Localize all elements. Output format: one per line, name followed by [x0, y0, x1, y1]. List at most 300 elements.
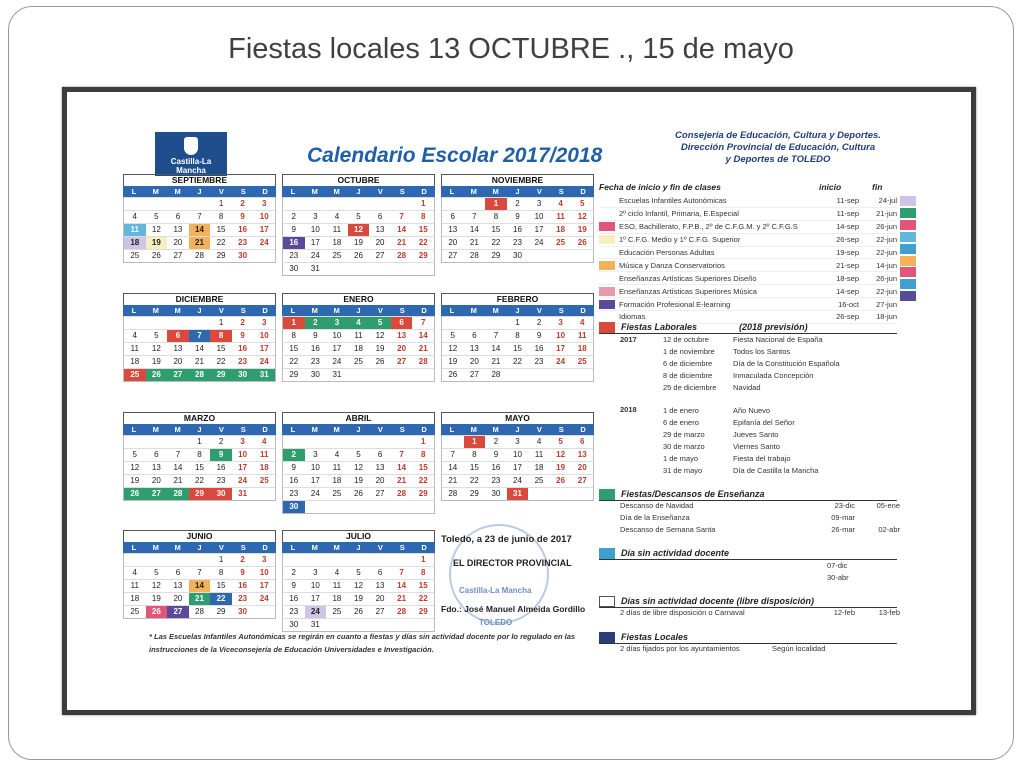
day-cell: 17: [253, 342, 275, 355]
weekday-label: S: [399, 425, 405, 434]
weekday-label: L: [290, 187, 296, 196]
legend-label: Escuelas Infantiles Autonómicas: [619, 196, 727, 206]
day-cell: 7: [167, 448, 189, 461]
weekday-label: L: [131, 306, 137, 315]
month-name: JULIO: [282, 530, 435, 542]
descanso-end: [855, 512, 900, 524]
day-cell: 14: [167, 461, 189, 474]
holiday-row: [663, 370, 840, 382]
day-cell: 5: [571, 197, 593, 210]
day-cell: 5: [348, 448, 370, 461]
legend-fin: 26-jun: [876, 222, 897, 232]
legend-swatch: [599, 248, 615, 257]
day-cell: 28: [167, 487, 189, 500]
legend-fin: 24-jul: [878, 196, 897, 206]
weekday-label: S: [240, 187, 246, 196]
day-cell: 24: [305, 605, 327, 618]
day-cell: 3: [507, 435, 529, 448]
descanso-row: [620, 524, 900, 536]
day-cell: 22: [412, 592, 434, 605]
day-cell: 18: [326, 592, 348, 605]
day-grid: [123, 553, 276, 619]
day-cell: 19: [442, 355, 464, 368]
weekday-header: [282, 305, 435, 316]
day-cell: 23: [232, 236, 254, 249]
day-cell: 16: [528, 342, 550, 355]
holiday-name: Epifanía del Señor: [733, 418, 795, 427]
day-cell: 10: [253, 329, 275, 342]
day-cell: [369, 262, 391, 275]
day-cell: [124, 316, 146, 329]
month-julio: [282, 530, 435, 632]
month-octubre: [282, 174, 435, 276]
day-cell: 7: [189, 210, 211, 223]
day-cell: 30: [305, 368, 327, 381]
legend-swatch: [599, 222, 615, 231]
footnote: * Las Escuelas Infantiles Autonómicas se regirán en cuanto a fiestas y días sin actividad docente por lo regulado en las instrucciones de la Viceconsejería de Educación Universidades e Investigación.: [149, 632, 576, 654]
day-cell: 16: [283, 236, 305, 249]
day-cell: 5: [348, 566, 370, 579]
day-cell: 13: [167, 223, 189, 236]
weekday-label: M: [311, 425, 318, 434]
day-cell: 26: [348, 249, 370, 262]
fiestas-laborales-heading: Fiestas Laborales (2018 previsión): [599, 321, 897, 334]
weekday-label: D: [580, 425, 586, 434]
navy-swatch: [599, 632, 615, 643]
day-cell: [369, 435, 391, 448]
year-2018: 2018: [620, 405, 637, 414]
day-cell: 13: [167, 579, 189, 592]
month-septiembre: [123, 174, 276, 263]
day-cell: [528, 487, 550, 500]
day-cell: 27: [391, 355, 413, 368]
day-cell: [550, 249, 572, 262]
day-cell: 11: [528, 448, 550, 461]
holiday-row: [663, 405, 818, 417]
day-cell: [571, 487, 593, 500]
day-cell: 29: [189, 487, 211, 500]
day-cell: [253, 487, 275, 500]
day-cell: 19: [348, 592, 370, 605]
day-cell: 22: [283, 355, 305, 368]
day-cell: 7: [189, 566, 211, 579]
day-cell: 7: [464, 210, 486, 223]
day-cell: 1: [189, 435, 211, 448]
day-cell: 21: [189, 236, 211, 249]
legend-col-inicio: inicio: [819, 182, 842, 192]
day-cell: [283, 553, 305, 566]
month-name: DICIEMBRE: [123, 293, 276, 305]
day-cell: 10: [528, 210, 550, 223]
day-cell: 21: [485, 355, 507, 368]
day-cell: 30: [485, 487, 507, 500]
day-cell: 1: [412, 197, 434, 210]
legend-row: [599, 247, 897, 260]
day-cell: 23: [232, 355, 254, 368]
day-cell: 7: [442, 448, 464, 461]
weekday-label: M: [311, 543, 318, 552]
weekday-label: S: [399, 543, 405, 552]
legend-inicio: 18-sep: [836, 273, 859, 283]
day-cell: [348, 197, 370, 210]
weekday-label: M: [333, 543, 340, 552]
holiday-row: [663, 429, 818, 441]
day-cell: 1: [507, 316, 529, 329]
day-cell: 26: [369, 355, 391, 368]
holiday-date: 30 de marzo: [663, 442, 705, 451]
day-cell: 22: [507, 355, 529, 368]
weekday-header: [123, 186, 276, 197]
month-name: ENERO: [282, 293, 435, 305]
legend-fin: 22-jun: [876, 235, 897, 245]
day-cell: 25: [326, 605, 348, 618]
day-cell: 6: [391, 316, 413, 329]
weekday-label: S: [558, 425, 564, 434]
day-cell: 2: [232, 316, 254, 329]
day-cell: 14: [464, 223, 486, 236]
day-cell: 16: [507, 223, 529, 236]
weekday-label: L: [449, 425, 455, 434]
holiday-date: 1 de mayo: [663, 454, 699, 463]
holiday-name: Año Nuevo: [733, 406, 771, 415]
day-cell: 27: [369, 487, 391, 500]
day-cell: 4: [571, 316, 593, 329]
legend-row: [599, 221, 897, 234]
legend-end-swatch: [900, 208, 916, 218]
day-cell: 25: [326, 249, 348, 262]
day-cell: 24: [326, 355, 348, 368]
day-cell: 21: [167, 474, 189, 487]
day-cell: 6: [442, 210, 464, 223]
weekday-header: [282, 186, 435, 197]
day-cell: 11: [326, 579, 348, 592]
day-cell: 6: [146, 448, 168, 461]
weekday-label: D: [262, 306, 268, 315]
day-cell: 15: [189, 461, 211, 474]
legend-swatch: [599, 209, 615, 218]
descanso-label: Descanso de Navidad: [620, 501, 694, 510]
day-cell: 8: [412, 448, 434, 461]
weekday-label: J: [197, 543, 202, 552]
legend-end-swatch: [900, 279, 916, 289]
day-cell: [305, 197, 327, 210]
day-cell: 9: [485, 448, 507, 461]
weekday-label: L: [290, 425, 296, 434]
stamp-city: TOLEDO: [479, 618, 513, 627]
day-cell: 21: [189, 592, 211, 605]
day-cell: [442, 316, 464, 329]
day-cell: 6: [571, 435, 593, 448]
legend-label: 1º C.F.G. Medio y 1º C.F.G. Superior: [619, 235, 741, 245]
descanso-start: 09-mar: [831, 513, 855, 522]
holiday-name: Jueves Santo: [733, 430, 779, 439]
holiday-name: Todos los Santos: [733, 347, 791, 356]
day-cell: 24: [253, 236, 275, 249]
day-cell: 19: [348, 474, 370, 487]
day-grid: [123, 197, 276, 263]
consejeria-header: Consejería de Educación, Cultura y Deportes. Dirección Provincial de Educación, Cultura y Deportes de TOLEDO: [675, 130, 881, 165]
weekday-label: M: [311, 306, 318, 315]
sin-actividad-dates: 07-dic 30-abr: [827, 561, 849, 582]
legend-inicio: 11-sep: [836, 209, 859, 219]
holiday-name: Fiesta Nacional de España: [733, 335, 823, 344]
legend-fin: 22-jun: [876, 248, 897, 257]
descanso-end: 05-ene: [876, 501, 900, 510]
weekday-label: L: [290, 306, 296, 315]
day-cell: 13: [167, 342, 189, 355]
descanso-row: [620, 512, 900, 524]
day-cell: 15: [283, 342, 305, 355]
day-grid: [282, 553, 435, 632]
day-cell: 18: [326, 474, 348, 487]
day-cell: 3: [253, 316, 275, 329]
day-cell: 12: [550, 448, 572, 461]
month-name: NOVIEMBRE: [441, 174, 594, 186]
weekday-label: M: [470, 306, 477, 315]
day-cell: 13: [369, 461, 391, 474]
day-cell: 23: [210, 474, 232, 487]
day-cell: 3: [550, 316, 572, 329]
weekday-label: V: [218, 425, 224, 434]
day-cell: [550, 368, 572, 381]
day-cell: 14: [442, 461, 464, 474]
month-name: FEBRERO: [441, 293, 594, 305]
weekday-label: J: [356, 543, 361, 552]
day-cell: 20: [369, 592, 391, 605]
legend-inicio: 19-sep: [836, 248, 859, 257]
day-cell: 10: [507, 448, 529, 461]
weekday-label: S: [240, 306, 246, 315]
day-cell: 17: [326, 342, 348, 355]
legend-end-swatch: [900, 196, 916, 206]
day-cell: 24: [550, 355, 572, 368]
day-cell: 7: [391, 448, 413, 461]
day-cell: 20: [369, 236, 391, 249]
legend-fin: 21-jun: [876, 209, 897, 219]
stamp-text: Castilla-La Mancha: [459, 586, 532, 595]
day-cell: 19: [369, 342, 391, 355]
day-cell: 21: [464, 236, 486, 249]
day-cell: 25: [124, 249, 146, 262]
day-cell: 23: [485, 474, 507, 487]
day-cell: [124, 197, 146, 210]
day-cell: 21: [442, 474, 464, 487]
day-cell: 8: [485, 210, 507, 223]
day-cell: 7: [391, 566, 413, 579]
day-cell: 2: [485, 435, 507, 448]
legend-row: [599, 195, 897, 208]
day-cell: [550, 487, 572, 500]
day-cell: 17: [305, 474, 327, 487]
legend-label: Enseñanzas Artísticas Superiores Música: [619, 286, 757, 296]
day-cell: [124, 435, 146, 448]
day-cell: 30: [210, 487, 232, 500]
day-cell: [305, 435, 327, 448]
day-cell: 5: [369, 316, 391, 329]
day-cell: 16: [210, 461, 232, 474]
day-cell: 14: [391, 461, 413, 474]
day-cell: 10: [232, 448, 254, 461]
day-cell: 24: [507, 474, 529, 487]
day-cell: 14: [391, 223, 413, 236]
weekday-label: V: [377, 543, 383, 552]
legend-fin: 22-jun: [876, 286, 897, 296]
day-cell: [528, 368, 550, 381]
day-cell: 12: [124, 461, 146, 474]
day-cell: 30: [283, 262, 305, 275]
day-cell: 9: [283, 223, 305, 236]
day-cell: 22: [412, 474, 434, 487]
day-cell: 9: [528, 329, 550, 342]
day-cell: 19: [571, 223, 593, 236]
day-cell: 29: [464, 487, 486, 500]
legend-end-swatch: [900, 267, 916, 277]
day-cell: 4: [550, 197, 572, 210]
day-cell: 5: [146, 210, 168, 223]
day-cell: [485, 316, 507, 329]
weekday-label: M: [492, 187, 499, 196]
weekday-label: M: [492, 425, 499, 434]
day-cell: [571, 368, 593, 381]
day-cell: 1: [283, 316, 305, 329]
day-cell: 14: [412, 329, 434, 342]
day-cell: 15: [485, 223, 507, 236]
day-cell: 2: [528, 316, 550, 329]
day-cell: 13: [369, 223, 391, 236]
weekday-label: J: [515, 187, 520, 196]
holiday-date: 1 de enero: [663, 406, 699, 415]
day-cell: 29: [283, 368, 305, 381]
day-cell: [189, 197, 211, 210]
day-cell: 19: [550, 461, 572, 474]
day-cell: 1: [412, 435, 434, 448]
descanso-label: Descanso de Semana Santa: [620, 525, 716, 534]
day-cell: 5: [442, 329, 464, 342]
day-cell: 23: [507, 236, 529, 249]
day-cell: [442, 435, 464, 448]
month-marzo: [123, 412, 276, 501]
weekday-label: D: [421, 543, 427, 552]
day-cell: 19: [146, 236, 168, 249]
descanso-row: [620, 500, 900, 512]
holiday-name: Inmaculada Concepción: [733, 371, 814, 380]
castilla-la-mancha-logo: Castilla-La Mancha: [155, 132, 227, 176]
day-cell: 19: [146, 592, 168, 605]
fiestas-2017-table: [663, 334, 840, 394]
day-cell: 18: [124, 236, 146, 249]
weekday-header: [123, 305, 276, 316]
weekday-header: [441, 305, 594, 316]
legend-label: ESO, Bachillerato, F.P.B., 2º de C.F.G.M. y 2º C.F.G.S: [619, 222, 798, 232]
day-cell: 15: [412, 461, 434, 474]
legend-label: Formación Profesional E-learning: [619, 299, 731, 309]
weekday-label: D: [262, 543, 268, 552]
legend-inicio: 26-sep: [836, 235, 859, 245]
day-cell: 5: [348, 210, 370, 223]
day-cell: 11: [326, 461, 348, 474]
day-cell: 18: [550, 223, 572, 236]
legend-end-swatch: [900, 232, 916, 242]
weekday-label: M: [152, 306, 159, 315]
day-cell: 15: [210, 223, 232, 236]
legend-inicio: 21-sep: [836, 260, 859, 270]
descanso-label: Día de la Enseñanza: [620, 513, 690, 522]
day-cell: [167, 553, 189, 566]
legend-row: [599, 208, 897, 221]
day-cell: [326, 553, 348, 566]
day-cell: 26: [124, 487, 146, 500]
day-cell: 11: [326, 223, 348, 236]
day-cell: 2: [305, 316, 327, 329]
day-grid: [441, 197, 594, 263]
day-cell: [189, 553, 211, 566]
weekday-label: D: [580, 306, 586, 315]
day-cell: 27: [369, 249, 391, 262]
holiday-date: 8 de diciembre: [663, 371, 713, 380]
day-cell: 20: [464, 355, 486, 368]
day-cell: 26: [348, 605, 370, 618]
day-cell: 17: [232, 461, 254, 474]
day-cell: 17: [507, 461, 529, 474]
day-cell: 6: [167, 329, 189, 342]
day-cell: [391, 197, 413, 210]
day-cell: 15: [507, 342, 529, 355]
legend-label: Idiomas: [619, 312, 646, 322]
legend-end-swatch: [900, 220, 916, 230]
month-name: JUNIO: [123, 530, 276, 542]
weekday-label: J: [356, 187, 361, 196]
weekday-header: [282, 542, 435, 553]
day-cell: [326, 262, 348, 275]
day-cell: 9: [283, 461, 305, 474]
day-cell: 15: [412, 223, 434, 236]
day-cell: [391, 262, 413, 275]
day-cell: [124, 553, 146, 566]
day-cell: 26: [146, 605, 168, 618]
weekday-label: D: [421, 306, 427, 315]
day-cell: 4: [348, 316, 370, 329]
day-cell: 7: [485, 329, 507, 342]
day-cell: [167, 197, 189, 210]
day-cell: 11: [253, 448, 275, 461]
day-cell: 1: [210, 553, 232, 566]
day-cell: 31: [326, 368, 348, 381]
day-cell: 28: [464, 249, 486, 262]
weekday-label: V: [218, 306, 224, 315]
month-mayo: [441, 412, 594, 501]
day-cell: 1: [210, 316, 232, 329]
day-cell: 3: [305, 210, 327, 223]
day-cell: 24: [232, 474, 254, 487]
weekday-label: M: [174, 425, 181, 434]
month-name: OCTUBRE: [282, 174, 435, 186]
weekday-label: V: [377, 187, 383, 196]
day-cell: 11: [571, 329, 593, 342]
day-cell: 8: [464, 448, 486, 461]
day-cell: [369, 197, 391, 210]
day-cell: 8: [210, 329, 232, 342]
day-grid: [441, 316, 594, 382]
legend-row: [599, 259, 897, 272]
day-cell: 21: [391, 592, 413, 605]
holiday-row: [663, 453, 818, 465]
weekday-label: M: [152, 543, 159, 552]
day-cell: 13: [146, 461, 168, 474]
day-cell: [412, 368, 434, 381]
day-cell: 23: [305, 355, 327, 368]
day-cell: [305, 500, 327, 513]
weekday-label: V: [377, 306, 383, 315]
